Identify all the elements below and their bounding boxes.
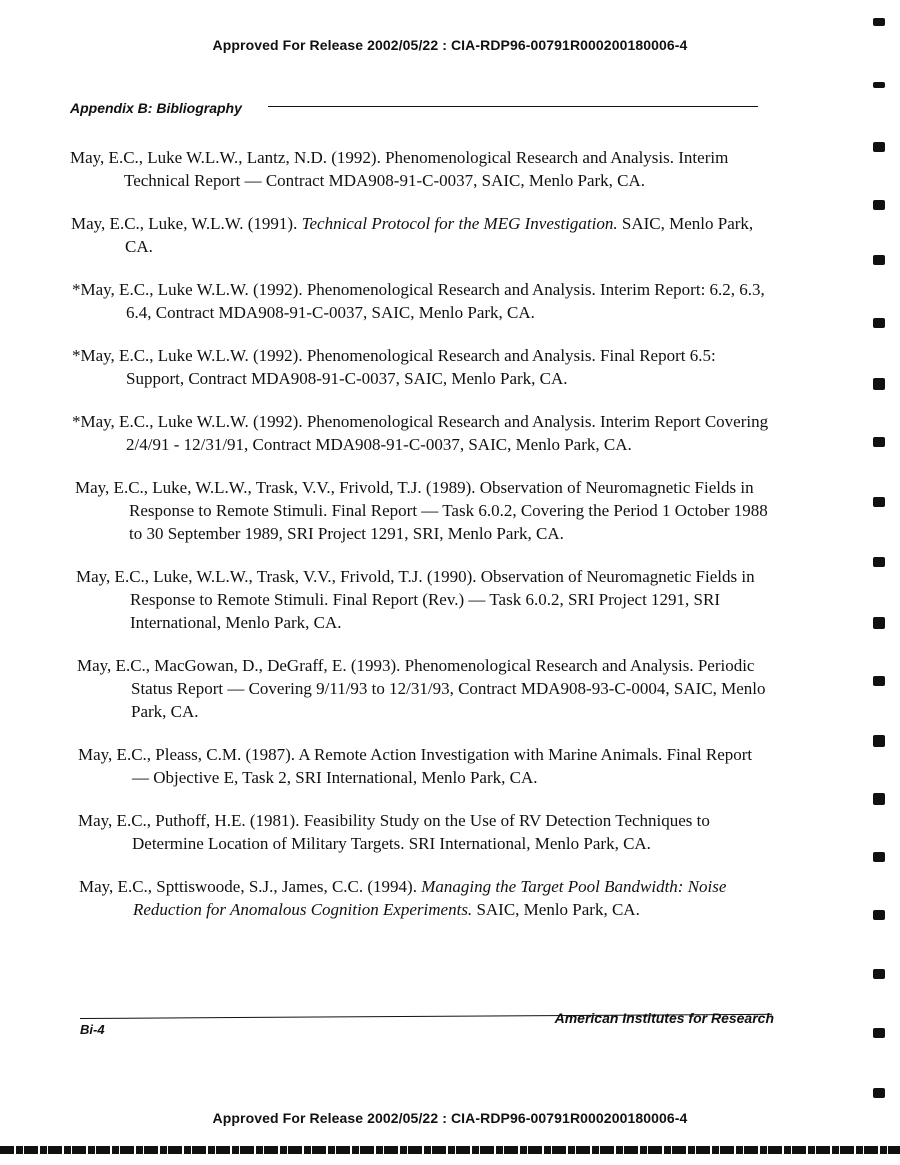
scan-mark bbox=[873, 969, 885, 979]
scan-mark bbox=[873, 617, 885, 629]
bibliography-entry: *May, E.C., Luke W.L.W. (1992). Phenomenological Research and Analysis. Interim Report Covering 2/4/91 - 12/31/91, Contract MDA908-91-C-0037, SAIC, Menlo Park, CA. bbox=[72, 412, 769, 454]
entry-title: Managing the Target Pool Bandwidth: Noise Reduction for Anomalous Cognition Experiments. bbox=[133, 877, 727, 919]
scan-mark bbox=[873, 1088, 885, 1098]
bibliography-entry: *May, E.C., Luke W.L.W. (1992). Phenomenological Research and Analysis. Interim Report: 6.2, 6.3, 6.4, Contract MDA908-91-C-0037, SAIC, Menlo Park, CA. bbox=[72, 280, 765, 322]
release-footer: Approved For Release 2002/05/22 : CIA-RDP96-00791R000200180006-4 bbox=[212, 1110, 688, 1126]
section-title: Appendix B: Bibliography bbox=[70, 100, 242, 116]
scan-edge-marks bbox=[868, 0, 898, 1165]
release-header: Approved For Release 2002/05/22 : CIA-RDP96-00791R000200180006-4 bbox=[212, 37, 688, 53]
bibliography-list bbox=[70, 146, 770, 941]
bibliography-entry: *May, E.C., Luke W.L.W. (1992). Phenomenological Research and Analysis. Final Report 6.5: Support, Contract MDA908-91-C-0037, SAIC, Menlo Park, CA. bbox=[72, 346, 716, 388]
scan-mark bbox=[873, 255, 885, 265]
scan-mark bbox=[873, 18, 885, 26]
entry-authors: May, E.C., Luke, W.L.W. (1991). bbox=[71, 214, 302, 233]
scan-mark bbox=[873, 378, 885, 390]
scan-mark bbox=[873, 142, 885, 152]
scan-mark bbox=[873, 497, 885, 507]
entry-publisher: SAIC, Menlo Park, CA. bbox=[125, 214, 754, 256]
scan-bar bbox=[0, 1146, 900, 1154]
bibliography-entry bbox=[79, 875, 770, 921]
header-rule bbox=[268, 106, 758, 107]
bibliography-entry: May, E.C., Luke, W.L.W., Trask, V.V., Frivold, T.J. (1990). Observation of Neuromagnetic Fields in Response to Remote Stimuli. Final Report (Rev.) — Task 6.0.2, SRI Project 1291, SRI International, Menlo Park, CA. bbox=[76, 567, 755, 632]
page-number: Bi-4 bbox=[80, 1022, 105, 1037]
entry-authors: May, E.C., Spttiswoode, S.J., James, C.C. (1994). bbox=[79, 877, 422, 896]
scan-mark bbox=[873, 735, 885, 747]
entry-publisher: SAIC, Menlo Park, CA. bbox=[472, 900, 640, 919]
bibliography-entry: May, E.C., Luke, W.L.W., Trask, V.V., Frivold, T.J. (1989). Observation of Neuromagnetic Fields in Response to Remote Stimuli. Final Report — Task 6.0.2, Covering the Period 1 October 1988 to 30 September 1989, SRI Project 1291, SRI, Menlo Park, CA. bbox=[75, 478, 768, 543]
bibliography-entry: May, E.C., Puthoff, H.E. (1981). Feasibility Study on the Use of RV Detection Techniques to Determine Location of Military Targets. SRI International, Menlo Park, CA. bbox=[78, 811, 710, 853]
scan-mark bbox=[873, 318, 885, 328]
organization-name: American Institutes for Research bbox=[554, 1010, 774, 1026]
entry-title: Technical Protocol for the MEG Investigation. bbox=[301, 214, 618, 233]
scan-mark bbox=[873, 676, 885, 686]
scan-mark bbox=[873, 910, 885, 920]
scan-mark bbox=[873, 1028, 885, 1038]
bibliography-entry: May, E.C., Luke W.L.W., Lantz, N.D. (1992). Phenomenological Research and Analysis. Interim Technical Report — Contract MDA908-91-C-0037, SAIC, Menlo Park, CA. bbox=[70, 148, 729, 190]
scan-mark bbox=[873, 82, 885, 88]
bibliography-entry bbox=[71, 212, 770, 258]
scan-mark bbox=[873, 437, 885, 447]
scan-mark bbox=[873, 557, 885, 567]
scan-mark bbox=[873, 793, 885, 805]
bibliography-entry: May, E.C., MacGowan, D., DeGraff, E. (1993). Phenomenological Research and Analysis. Periodic Status Report — Covering 9/11/93 to 12/31/93, Contract MDA908-93-C-0004, SAIC, Menlo Park, CA. bbox=[77, 656, 766, 721]
scan-mark bbox=[873, 200, 885, 210]
scan-mark bbox=[873, 852, 885, 862]
bibliography-entry: May, E.C., Pleass, C.M. (1987). A Remote Action Investigation with Marine Animals. Final Report — Objective E, Task 2, SRI International, Menlo Park, CA. bbox=[78, 745, 753, 787]
